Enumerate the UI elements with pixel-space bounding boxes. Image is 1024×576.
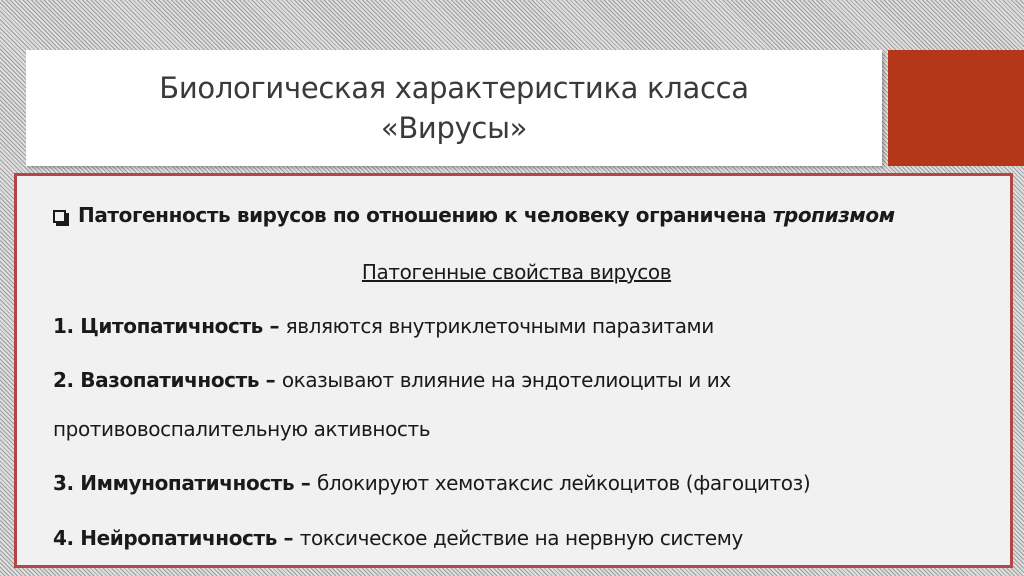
item-term: 2. Вазопатичность –	[53, 368, 282, 392]
list-item	[53, 471, 810, 495]
item-term: 4. Нейропатичность –	[53, 526, 300, 550]
intro-prefix: Патогенность вирусов по отношению к человеку ограничена	[78, 203, 773, 227]
content-panel	[14, 173, 1013, 568]
checkbox-square-icon	[53, 210, 66, 223]
slide-title-line-1: Биологическая характеристика класса	[159, 71, 749, 105]
list-item-continuation: противовоспалительную активность	[53, 417, 431, 441]
subheading: Патогенные свойства вирусов	[361, 260, 672, 284]
item-term: 1. Цитопатичность –	[53, 314, 286, 338]
item-desc: блокируют хемотаксис лейкоцитов (фагоцитоз)	[316, 471, 811, 495]
slide-title-line-2: «Вирусы»	[380, 111, 528, 145]
intro-emphasis: тропизмом	[772, 203, 895, 227]
accent-block	[888, 50, 1024, 166]
list-item	[53, 368, 731, 392]
item-desc: являются внутриклеточными паразитами	[285, 314, 714, 338]
list-item	[53, 526, 743, 550]
list-item	[53, 314, 714, 338]
item-term: 3. Иммунопатичность –	[53, 471, 317, 495]
item-desc: токсическое действие на нервную систему	[299, 526, 743, 550]
title-bar	[26, 50, 882, 166]
item-desc: оказывают влияние на эндотелиоциты и их	[281, 368, 731, 392]
intro-line	[53, 203, 895, 227]
